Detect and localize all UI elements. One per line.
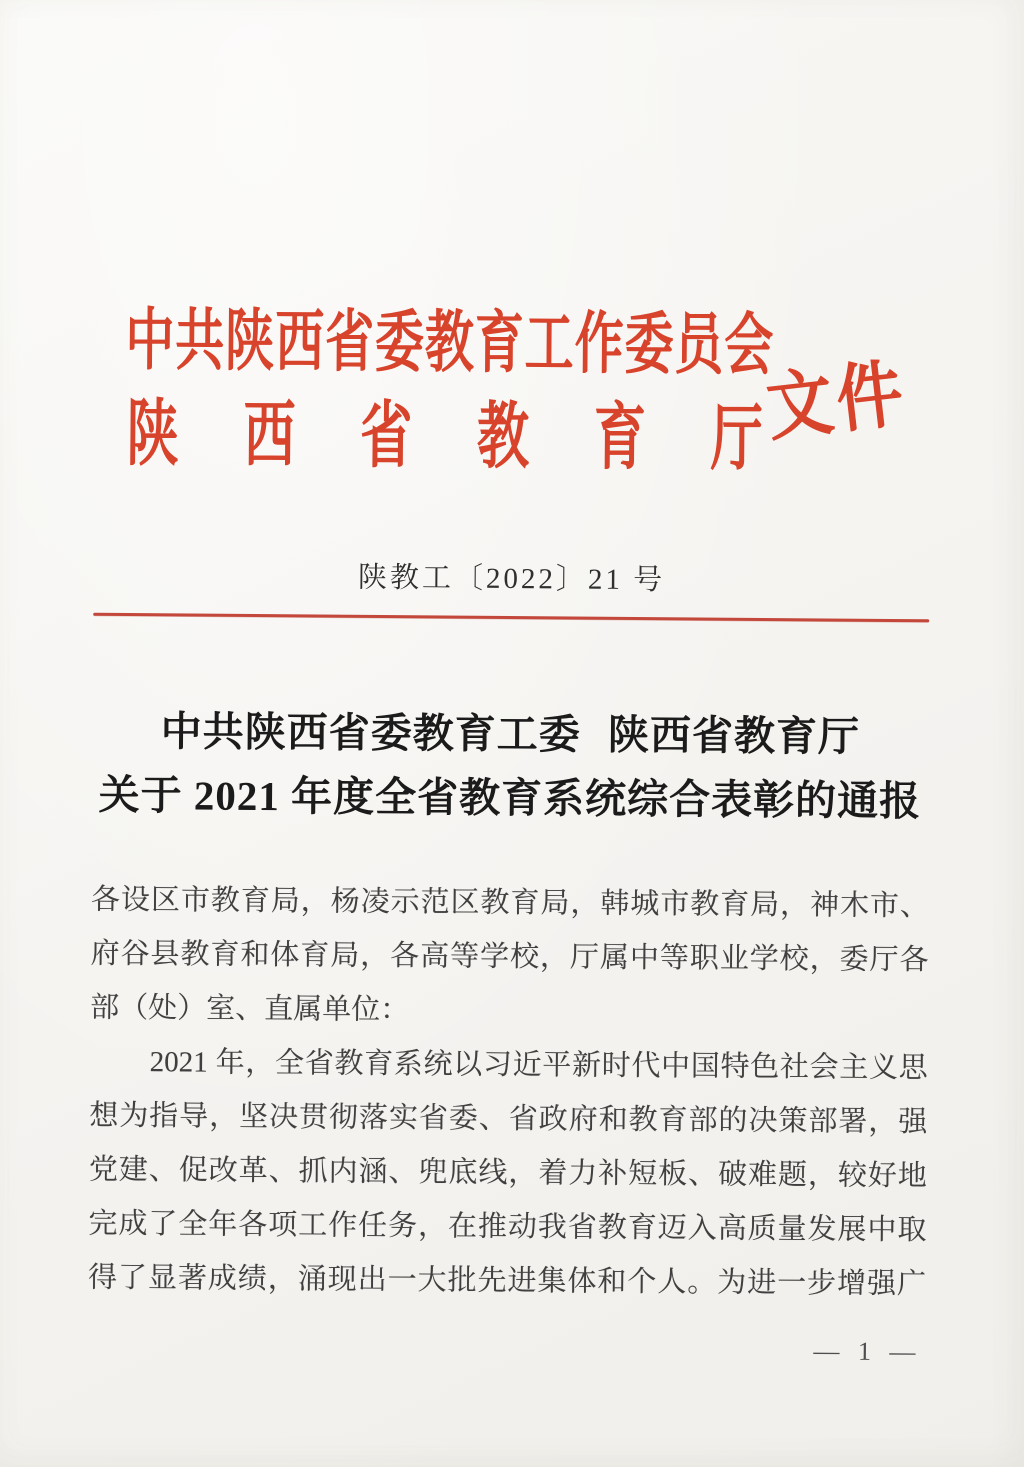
body-text-line: 府谷县教育和体育局，各高等学校，厅属中等职业学校，委厅各 <box>90 937 929 977</box>
page-number: — 1 — <box>813 1336 918 1367</box>
letterhead-org-line1: 中共陕西省委教育工作委员会 <box>125 302 774 384</box>
body-text-line: 各设区市教育局，杨凌示范区教育局，韩城市教育局，神木市、 <box>90 883 930 923</box>
body-text-line: 得了显著成绩，涌现出一大批先进集体和个人。为进一步增强广 <box>87 1261 927 1301</box>
body-text-line: 2021 年，全省教育系统以习近平新时代中国特色社会主义思 <box>149 1046 928 1085</box>
letterhead-document-mark: 文件 <box>762 353 912 451</box>
body-text-line: 党建、促改革、抓内涵、兜底线，着力补短板、破难题，较好地 <box>88 1153 927 1193</box>
body-text-line: 部（处）室、直属单位： <box>90 991 410 1027</box>
title-line-2: 关于 2021 年度全省教育系统综合表彰的通报 <box>98 771 922 825</box>
body-text-line: 完成了全年各项工作任务，在推动我省教育迈入高质量发展中取 <box>88 1207 927 1247</box>
letterhead-org-line2: 陕西省教育厅 <box>126 395 763 481</box>
document-body <box>88 873 929 1312</box>
document-title <box>0 698 1023 834</box>
red-divider-line <box>93 613 929 623</box>
document-reference-number: 陕教工〔2022〕21 号 <box>357 561 666 597</box>
title-line-1: 中共陕西省委教育工委 陕西省教育厅 <box>160 708 861 760</box>
body-text-line: 想为指导，坚决贯彻落实省委、省政府和教育部的决策部署，强 <box>89 1099 928 1139</box>
